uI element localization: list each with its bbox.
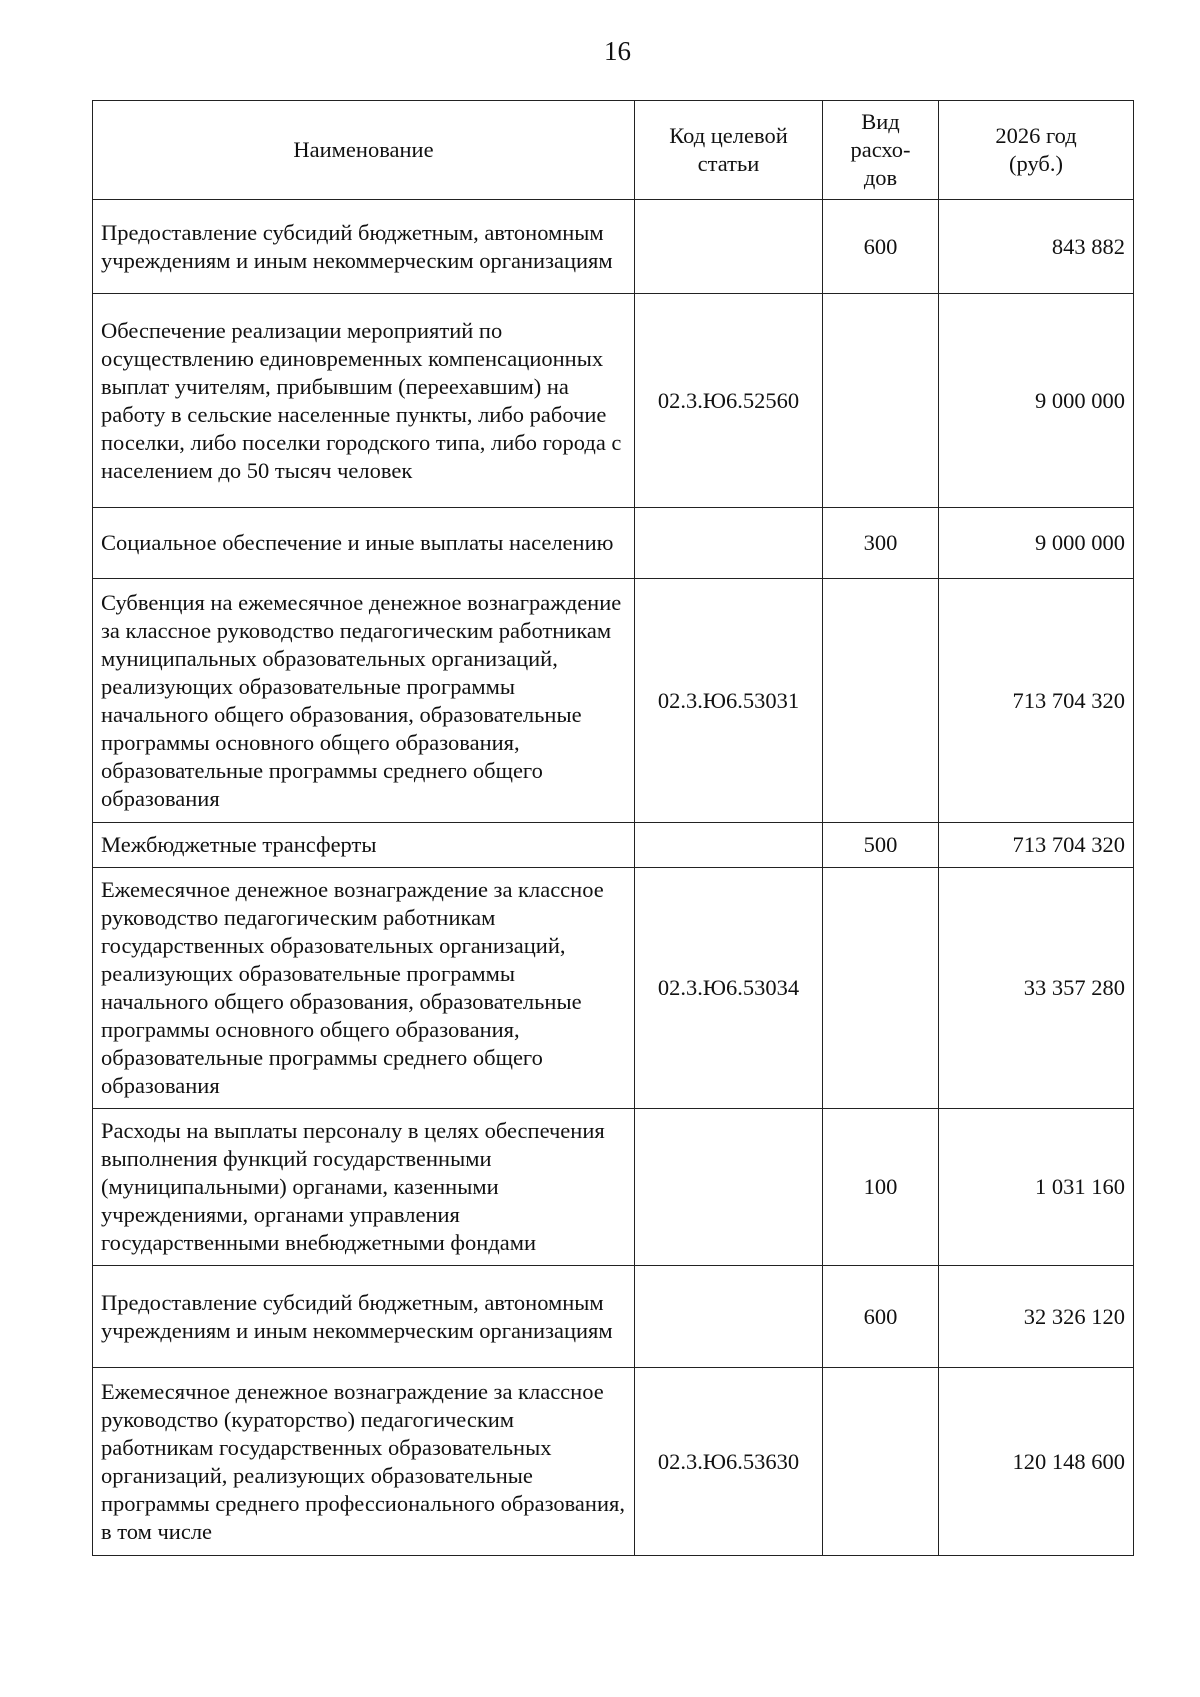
row-kind (823, 294, 939, 508)
row-kind: 600 (823, 1266, 939, 1368)
row-amount: 9 000 000 (939, 508, 1134, 579)
row-name: Межбюджетные трансферты (93, 823, 635, 868)
row-amount: 713 704 320 (939, 823, 1134, 868)
row-kind: 500 (823, 823, 939, 868)
table-row (93, 579, 1134, 823)
row-kind (823, 1368, 939, 1556)
table-row (93, 823, 1134, 868)
row-name: Ежемесячное денежное вознаграждение за классное руководство педагогическим работникам государственных образовательных организаций, реализующих образовательные программы начального общего образования, образовательные программы основного общего образования, образовательные программы среднего общего образования (93, 868, 635, 1109)
header-amount: 2026 год (руб.) (939, 101, 1134, 200)
table-row (93, 1368, 1134, 1556)
table-row (93, 1109, 1134, 1266)
row-code: 02.3.Ю6.53031 (635, 579, 823, 823)
row-kind: 600 (823, 200, 939, 294)
table-header-row (93, 101, 1134, 200)
row-name: Ежемесячное денежное вознаграждение за классное руководство (кураторство) педагогическим работникам государственных образовательных организаций, реализующих образовательные программы среднего профессионального образования, в том числе (93, 1368, 635, 1556)
row-kind (823, 579, 939, 823)
row-kind (823, 868, 939, 1109)
budget-table (92, 100, 1134, 1556)
row-code (635, 1266, 823, 1368)
row-name: Предоставление субсидий бюджетным, автономным учреждениям и иным некоммерческим организациям (93, 1266, 635, 1368)
row-amount: 33 357 280 (939, 868, 1134, 1109)
row-name: Социальное обеспечение и иные выплаты населению (93, 508, 635, 579)
row-amount: 120 148 600 (939, 1368, 1134, 1556)
row-code (635, 1109, 823, 1266)
row-name: Предоставление субсидий бюджетным, автономным учреждениям и иным некоммерческим организациям (93, 200, 635, 294)
header-name: Наименование (93, 101, 635, 200)
row-amount: 843 882 (939, 200, 1134, 294)
row-code: 02.3.Ю6.52560 (635, 294, 823, 508)
row-amount: 32 326 120 (939, 1266, 1134, 1368)
table-row (93, 868, 1134, 1109)
table-row (93, 1266, 1134, 1368)
row-kind: 300 (823, 508, 939, 579)
row-code: 02.3.Ю6.53034 (635, 868, 823, 1109)
row-amount: 1 031 160 (939, 1109, 1134, 1266)
row-code (635, 508, 823, 579)
row-name: Субвенция на ежемесячное денежное вознаграждение за классное руководство педагогическим работникам муниципальных образовательных организаций, реализующих образовательные программы начального общего образования, образовательные программы основного общего образования, образовательные программы среднего общего образования (93, 579, 635, 823)
row-kind: 100 (823, 1109, 939, 1266)
row-amount: 9 000 000 (939, 294, 1134, 508)
table-row (93, 508, 1134, 579)
header-kind: Вид расхо-дов (823, 101, 939, 200)
row-code (635, 200, 823, 294)
row-code: 02.3.Ю6.53630 (635, 1368, 823, 1556)
table-row (93, 294, 1134, 508)
table-row (93, 200, 1134, 294)
header-code: Код целевой статьи (635, 101, 823, 200)
row-code (635, 823, 823, 868)
page-number: 16 (604, 36, 631, 66)
row-name: Расходы на выплаты персоналу в целях обеспечения выполнения функций государственными (муниципальными) органами, казенными учреждениями, органами управления государственными внебюджетными фондами (93, 1109, 635, 1266)
row-amount: 713 704 320 (939, 579, 1134, 823)
row-name: Обеспечение реализации мероприятий по осуществлению единовременных компенсационных выплат учителям, прибывшим (переехавшим) на работу в сельские населенные пункты, либо рабочие поселки, либо поселки городского типа, либо города с населением до 50 тысяч человек (93, 294, 635, 508)
